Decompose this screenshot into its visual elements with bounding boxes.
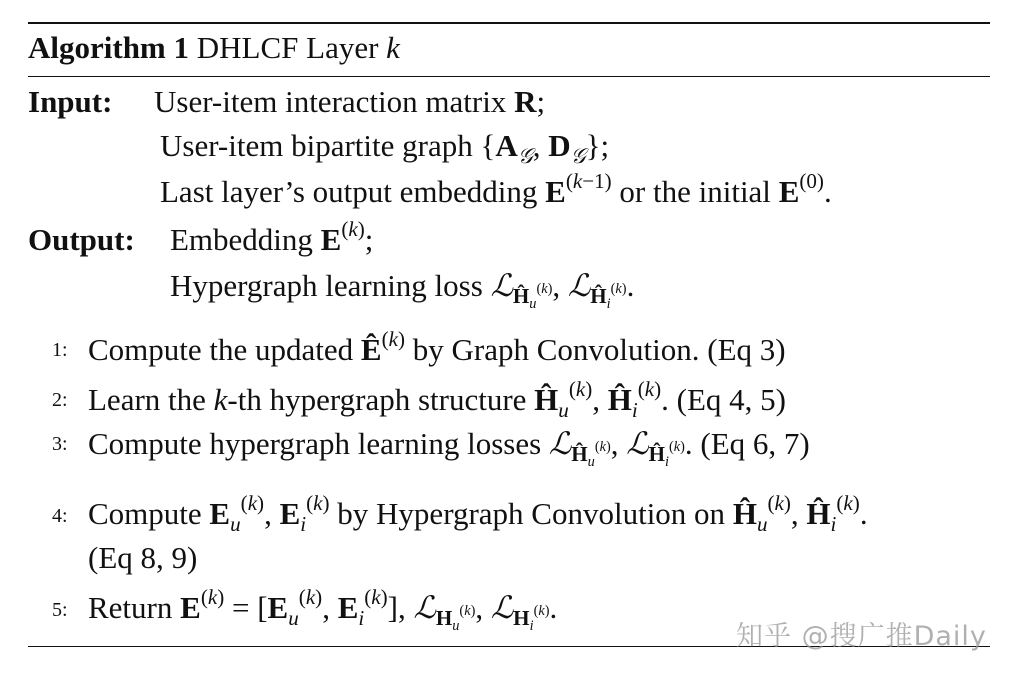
- step-5: Return $E^{(k)} = [E_u^{(k)}$, $E_i^{(k)}$], ℒ$_{H_u^{(k)}}$, ℒ$_{H_i^{(k)}}$.: [88, 585, 558, 635]
- step-3: Compute hypergraph learning losses ℒ$_{Ĥ_u^{(k)}}$, ℒ$_{Ĥ_i^{(k)}}$. (Eq 6, 7): [88, 426, 810, 471]
- step-number: 4:: [52, 505, 68, 527]
- input-label: Input:: [28, 84, 113, 119]
- output-label: Output:: [28, 222, 135, 257]
- step-1: Compute the updated $Ê^{(k)}$ by Graph Convolution. (Eq 3): [88, 327, 786, 367]
- step-4-continued: (Eq 8, 9): [88, 540, 198, 575]
- output-row-1: [28, 222, 135, 258]
- input-row-1: [28, 84, 112, 120]
- input-line-3: Last layer’s output embedding $E^{(k-1)}$ or the initial $E^{(0)}$.: [160, 169, 832, 209]
- algorithm-title: DHLCF Layer: [196, 30, 379, 65]
- input-line-1: User-item interaction matrix R;: [154, 84, 546, 119]
- input-line-2: User-item bipartite graph {$A_𝒢$, $D_𝒢$};: [160, 128, 610, 169]
- top-rule: [28, 22, 990, 24]
- step-4: Compute $E_u^{(k)}$, $E_i^{(k)}$ by Hypergraph Convolution on $Ĥ_u^{(k)}$, $Ĥ_i^{(k)}$.: [88, 491, 868, 537]
- step-number: 5:: [52, 599, 68, 621]
- algorithm-header: [28, 30, 400, 66]
- step-number: 3:: [52, 433, 68, 455]
- output-line-1: Embedding $E^{(k)}$;: [170, 217, 374, 257]
- algorithm-title-var: k: [386, 30, 400, 65]
- step-number: 1:: [52, 339, 68, 361]
- watermark: 知乎 @搜广推Daily: [736, 621, 987, 652]
- step-number: 2:: [52, 389, 68, 411]
- algorithm-label: Algorithm 1: [28, 30, 190, 65]
- output-line-2: Hypergraph learning loss ℒ$_{Ĥ_u^{(k)}}$, ℒ$_{Ĥ_i^{(k)}}$.: [170, 268, 635, 313]
- step-2: Learn the k-th hypergraph structure $Ĥ_u^{(k)}$, $Ĥ_i^{(k)}$. (Eq 4, 5): [88, 377, 787, 423]
- header-rule: [28, 76, 990, 77]
